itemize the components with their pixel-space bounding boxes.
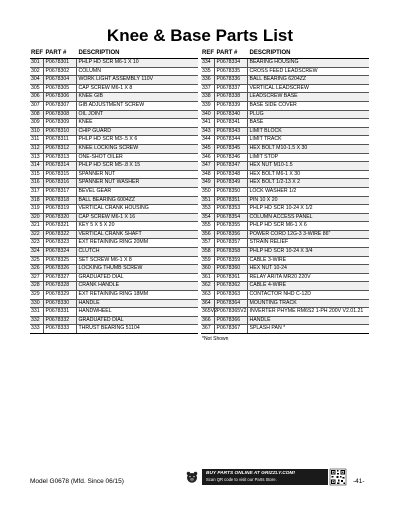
buy-parts-online-banner bbox=[202, 469, 328, 485]
table-row bbox=[201, 59, 369, 68]
table-row bbox=[201, 274, 369, 283]
description-cell: PIN 10 X 20 bbox=[249, 196, 278, 203]
table-row bbox=[201, 111, 369, 120]
description-cell: HEX NUT 10-24 bbox=[249, 265, 287, 272]
table-row bbox=[30, 162, 198, 171]
table-row bbox=[201, 300, 369, 309]
description-cell: ONE-SHOT OILER bbox=[78, 153, 123, 160]
table-row bbox=[30, 171, 198, 180]
promo-heading: BUY PARTS ONLINE AT GRIZZLY.COM! bbox=[206, 470, 296, 476]
part-number-cell: P0678363 bbox=[215, 291, 248, 299]
table-row bbox=[201, 93, 369, 102]
ref-cell: 359 bbox=[201, 257, 215, 265]
ref-cell: 340 bbox=[201, 111, 215, 119]
part-number-cell: P0678302 bbox=[44, 68, 77, 76]
part-number-cell: P0678301 bbox=[44, 59, 77, 67]
ref-cell: 357 bbox=[201, 239, 215, 247]
ref-cell: 312 bbox=[30, 145, 44, 153]
part-number-cell: P0678311 bbox=[44, 136, 77, 144]
part-number-cell: P0678340 bbox=[215, 111, 248, 119]
table-row bbox=[201, 154, 369, 163]
table-row bbox=[201, 85, 369, 94]
description-cell: VERTICAL LEADSCREW bbox=[249, 84, 309, 91]
part-number-cell: P0678339 bbox=[215, 102, 248, 110]
ref-cell: 308 bbox=[30, 111, 44, 119]
part-number-cell: P0678333 bbox=[44, 325, 77, 333]
table-row bbox=[30, 85, 198, 94]
table-row bbox=[30, 257, 198, 266]
table-row bbox=[201, 257, 369, 266]
description-cell: CLUTCH bbox=[78, 248, 100, 255]
ref-cell: 351 bbox=[201, 197, 215, 205]
ref-cell: 321 bbox=[30, 222, 44, 230]
part-number-cell: P0678304 bbox=[44, 76, 77, 84]
table-row bbox=[201, 265, 369, 274]
description-cell: BEARING HOUSING bbox=[249, 59, 299, 65]
ref-cell: 311 bbox=[30, 136, 44, 144]
description-cell: LOCK WASHER 1/2 bbox=[249, 187, 297, 194]
description-cell: CABLE 3-WIRE bbox=[249, 256, 287, 263]
ref-cell: 304 bbox=[30, 76, 44, 84]
bear-logo-icon bbox=[186, 471, 198, 483]
description-cell: LOCKING THUMB SCREW bbox=[78, 265, 143, 272]
table-row bbox=[201, 325, 369, 333]
ref-cell: 336 bbox=[201, 76, 215, 84]
description-cell: PHLP HD SCR 10-24 X 1/2 bbox=[249, 205, 313, 212]
ref-cell: 367 bbox=[201, 325, 215, 333]
ref-cell: 334 bbox=[201, 59, 215, 67]
description-cell: HEX BOLT M6-1 X 30 bbox=[249, 170, 301, 177]
part-number-cell: P0678367 bbox=[215, 325, 248, 333]
part-number-cell: P0678331 bbox=[44, 308, 77, 316]
description-cell: HEX BOLT 1/2-13 X 2 bbox=[249, 179, 301, 186]
part-number-cell: P0678310 bbox=[44, 128, 77, 136]
header-ref: REF bbox=[202, 50, 214, 56]
table-row bbox=[30, 128, 198, 137]
part-number-cell: P0678320 bbox=[44, 214, 77, 222]
ref-cell: 333 bbox=[30, 325, 44, 333]
description-cell: BALL BEARING 6204ZZ bbox=[249, 76, 307, 83]
table-row bbox=[30, 119, 198, 128]
ref-cell: 347 bbox=[201, 162, 215, 170]
ref-cell: 305 bbox=[30, 85, 44, 93]
part-number-cell: P0678332 bbox=[44, 317, 77, 325]
description-cell: LIMIT BLOCK bbox=[249, 127, 282, 134]
description-cell: PHLP HD SCR M6-1 X 6 bbox=[249, 222, 307, 229]
part-number-cell: P0678354 bbox=[215, 214, 248, 222]
description-cell: STRAIN RELIEF bbox=[249, 239, 289, 246]
table-row bbox=[30, 154, 198, 163]
table-row bbox=[201, 145, 369, 154]
description-cell: VERTICAL CRANK SHAFT bbox=[78, 230, 142, 237]
description-cell: CAP SCREW M6-1 X 16 bbox=[78, 213, 136, 220]
description-cell: OIL JOINT bbox=[78, 110, 104, 117]
part-number-cell: P0678364 bbox=[215, 300, 248, 308]
description-cell: SPANNER NUT WASHER bbox=[78, 179, 140, 186]
part-number-cell: P0678313 bbox=[44, 154, 77, 162]
part-number-cell: P0678330 bbox=[44, 300, 77, 308]
ref-cell: 326 bbox=[30, 265, 44, 273]
table-row bbox=[30, 282, 198, 291]
table-row bbox=[30, 93, 198, 102]
description-cell: RELAY ARITA MR20 220V bbox=[249, 273, 311, 280]
table-row bbox=[201, 102, 369, 111]
header-description: DESCRIPTION bbox=[78, 50, 120, 56]
description-cell: CROSS FEED LEADSCREW bbox=[249, 67, 318, 74]
ref-cell: 327 bbox=[30, 274, 44, 282]
part-number-cell: P0678329 bbox=[44, 291, 77, 299]
description-cell: CRANK HANDLE bbox=[78, 282, 120, 289]
part-number-cell: P0678355 bbox=[215, 222, 248, 230]
part-number-cell: P0678337 bbox=[215, 85, 248, 93]
description-cell: BALL BEARING 6004ZZ bbox=[78, 196, 136, 203]
ref-cell: 335 bbox=[201, 68, 215, 76]
description-cell: CABLE 4-WIRE bbox=[249, 282, 287, 289]
part-number-cell: P0678348 bbox=[215, 171, 248, 179]
part-number-cell: P0678351 bbox=[215, 197, 248, 205]
part-number-cell: P0678319 bbox=[44, 205, 77, 213]
ref-cell: 322 bbox=[30, 231, 44, 239]
part-number-cell: P0678359 bbox=[215, 257, 248, 265]
description-cell: HANDWHEEL bbox=[78, 308, 112, 315]
table-row bbox=[30, 325, 198, 333]
table-row bbox=[201, 231, 369, 240]
description-cell: KEY 5 X 5 X 20 bbox=[78, 222, 115, 229]
ref-cell: 360 bbox=[201, 265, 215, 273]
ref-cell: 320 bbox=[30, 214, 44, 222]
ref-cell: 362 bbox=[201, 282, 215, 290]
not-shown-note: *Not Shown bbox=[202, 335, 229, 342]
description-cell: PHLP HD SCR M3-.5 X 6 bbox=[78, 136, 138, 143]
table-row bbox=[30, 205, 198, 214]
page-title: Knee & Base Parts List bbox=[106, 26, 294, 45]
part-number-cell: P0678345 bbox=[215, 145, 248, 153]
ref-cell: 353 bbox=[201, 205, 215, 213]
part-number-cell: P0678305 bbox=[44, 85, 77, 93]
part-number-cell: P0678309 bbox=[44, 119, 77, 127]
ref-cell: 348 bbox=[201, 171, 215, 179]
part-number-cell: P0678326 bbox=[44, 265, 77, 273]
ref-cell: 318 bbox=[30, 197, 44, 205]
table-row bbox=[201, 136, 369, 145]
table-row bbox=[30, 76, 198, 85]
description-cell: HANDLE bbox=[249, 316, 271, 323]
table-row bbox=[30, 102, 198, 111]
ref-cell: 328 bbox=[30, 282, 44, 290]
ref-cell: 324 bbox=[30, 248, 44, 256]
part-number-cell: P0678346 bbox=[215, 154, 248, 162]
part-number-cell: P0678353 bbox=[215, 205, 248, 213]
part-number-cell: P0678307 bbox=[44, 102, 77, 110]
description-cell: PHLP HD SCR M5-.8 X 15 bbox=[78, 162, 141, 169]
part-number-cell: P0678312 bbox=[44, 145, 77, 153]
part-number-cell: P0678341 bbox=[215, 119, 248, 127]
part-number-cell: P0678306 bbox=[44, 93, 77, 101]
description-cell: HANDLE bbox=[78, 299, 100, 306]
description-cell: PHLP HD SCR 10-24 X 3/4 bbox=[249, 248, 313, 255]
description-cell: EXT RETAINING RING 18MM bbox=[78, 291, 149, 298]
ref-cell: 323 bbox=[30, 239, 44, 247]
part-number-cell: P0678357 bbox=[215, 239, 248, 247]
ref-cell: 307 bbox=[30, 102, 44, 110]
ref-cell: 313 bbox=[30, 154, 44, 162]
table-row bbox=[201, 76, 369, 85]
ref-cell: 329 bbox=[30, 291, 44, 299]
description-cell: BASE bbox=[249, 119, 264, 126]
ref-cell: 339 bbox=[201, 102, 215, 110]
part-number-cell: P0678336 bbox=[215, 76, 248, 84]
description-cell: HEX BOLT M10-1.5 X 30 bbox=[249, 144, 308, 151]
ref-cell: 331 bbox=[30, 308, 44, 316]
description-cell: KNEE LOCKING SCREW bbox=[78, 144, 139, 151]
table-row bbox=[201, 214, 369, 223]
description-cell: SET SCREW M6-1 X 8 bbox=[78, 256, 132, 263]
part-number-cell: P0678315 bbox=[44, 171, 77, 179]
ref-cell: 344 bbox=[201, 136, 215, 144]
description-cell: KNEE bbox=[78, 119, 93, 126]
table-row bbox=[201, 205, 369, 214]
description-cell: COLUMN bbox=[78, 67, 101, 74]
ref-cell: 363 bbox=[201, 291, 215, 299]
ref-cell: 345 bbox=[201, 145, 215, 153]
table-row bbox=[30, 239, 198, 248]
table-row bbox=[30, 136, 198, 145]
table-row bbox=[201, 188, 369, 197]
ref-cell: 350 bbox=[201, 188, 215, 196]
ref-cell: 356 bbox=[201, 231, 215, 239]
table-header bbox=[30, 49, 198, 58]
ref-cell: 354 bbox=[201, 214, 215, 222]
part-number-cell: P0678308 bbox=[44, 111, 77, 119]
parts-table-left bbox=[30, 49, 198, 334]
table-row bbox=[201, 197, 369, 206]
part-number-cell: P0678358 bbox=[215, 248, 248, 256]
table-row bbox=[30, 111, 198, 120]
part-number-cell: P0678366 bbox=[215, 317, 248, 325]
table-row bbox=[201, 248, 369, 257]
description-cell: KNEE GIB bbox=[78, 93, 104, 100]
description-cell: WORK LIGHT ASSEMBLY 110V bbox=[78, 76, 154, 83]
description-cell: BEVEL GEAR bbox=[78, 187, 112, 194]
description-cell: SPANNER NUT bbox=[78, 170, 116, 177]
description-cell: HEX NUT M10-1.5 bbox=[249, 162, 293, 169]
part-number-cell: P0678334 bbox=[215, 59, 248, 67]
part-number-cell: P0678362 bbox=[215, 282, 248, 290]
table-row bbox=[30, 222, 198, 231]
table-row bbox=[30, 248, 198, 257]
part-number-cell: P0678314 bbox=[44, 162, 77, 170]
table-row bbox=[30, 197, 198, 206]
description-cell: INVERTER PHYME RM6S2 1-PH 200V V2.01.21 bbox=[249, 308, 364, 315]
table-row bbox=[30, 317, 198, 326]
table-row bbox=[201, 128, 369, 137]
table-row bbox=[201, 68, 369, 77]
part-number-cell: P0678360 bbox=[215, 265, 248, 273]
part-number-cell: P0678344 bbox=[215, 136, 248, 144]
description-cell: GRADUATED DIAL bbox=[78, 273, 124, 280]
description-cell: VERTICAL CRANK HOUSING bbox=[78, 205, 149, 212]
description-cell: BASE SIDE COVER bbox=[249, 101, 297, 108]
table-row bbox=[201, 308, 369, 317]
ref-cell: 355 bbox=[201, 222, 215, 230]
table-row bbox=[201, 171, 369, 180]
header-description: DESCRIPTION bbox=[249, 50, 291, 56]
ref-cell: 349 bbox=[201, 179, 215, 187]
part-number-cell: P0678316 bbox=[44, 179, 77, 187]
table-row bbox=[30, 68, 198, 77]
table-row bbox=[30, 214, 198, 223]
description-cell: LIMIT TRACK bbox=[249, 136, 282, 143]
table-row bbox=[201, 179, 369, 188]
description-cell: CONTACTOR NHD C-12D bbox=[249, 291, 311, 298]
table-row bbox=[201, 162, 369, 171]
part-number-cell: P0678322 bbox=[44, 231, 77, 239]
description-cell: POWER CORD 12G-3 3-WIRE 86" bbox=[249, 230, 331, 237]
ref-cell: 314 bbox=[30, 162, 44, 170]
table-row bbox=[30, 179, 198, 188]
description-cell: MOUNTING TRACK bbox=[249, 299, 297, 306]
table-row bbox=[30, 291, 198, 300]
page-number: -41- bbox=[353, 478, 365, 485]
ref-cell: 316 bbox=[30, 179, 44, 187]
table-row bbox=[30, 274, 198, 283]
part-number-cell: P0678317 bbox=[44, 188, 77, 196]
ref-cell: 310 bbox=[30, 128, 44, 136]
ref-cell: 364 bbox=[201, 300, 215, 308]
parts-table-right bbox=[201, 49, 369, 342]
description-cell: LIMIT STOP bbox=[249, 153, 279, 160]
table-row bbox=[201, 291, 369, 300]
description-cell: THRUST BEARING 51104 bbox=[78, 325, 140, 332]
ref-cell: 346 bbox=[201, 154, 215, 162]
ref-cell: 309 bbox=[30, 119, 44, 127]
ref-cell: 337 bbox=[201, 85, 215, 93]
part-number-cell: P0678356 bbox=[215, 231, 248, 239]
table-row bbox=[30, 231, 198, 240]
ref-cell: 319 bbox=[30, 205, 44, 213]
part-number-cell: P0678321 bbox=[44, 222, 77, 230]
part-number-cell: P0678335 bbox=[215, 68, 248, 76]
part-number-cell: P0678338 bbox=[215, 93, 248, 101]
table-row bbox=[30, 300, 198, 309]
description-cell: COLUMN ACCESS PANEL bbox=[249, 213, 313, 220]
description-cell: LEADSCREW BASE bbox=[249, 93, 298, 100]
description-cell: SPLASH PAN * bbox=[249, 325, 286, 332]
ref-cell: 338 bbox=[201, 93, 215, 101]
ref-cell: 341 bbox=[201, 119, 215, 127]
table-row bbox=[201, 239, 369, 248]
description-cell: CHIP GUARD bbox=[78, 127, 111, 134]
ref-cell: 366 bbox=[201, 317, 215, 325]
part-number-cell: P0678324 bbox=[44, 248, 77, 256]
ref-cell: 358 bbox=[201, 248, 215, 256]
ref-cell: 315 bbox=[30, 171, 44, 179]
ref-cell: 302 bbox=[30, 68, 44, 76]
table-row bbox=[201, 317, 369, 326]
ref-cell: 306 bbox=[30, 93, 44, 101]
part-number-cell: P0678347 bbox=[215, 162, 248, 170]
model-label: Model G0678 (Mfd. Since 06/15) bbox=[30, 478, 124, 485]
table-row bbox=[30, 145, 198, 154]
part-number-cell: P0678365V2 bbox=[216, 308, 247, 315]
table-row bbox=[201, 119, 369, 128]
part-number-cell: P0678323 bbox=[44, 239, 77, 247]
ref-cell: 330 bbox=[30, 300, 44, 308]
description-cell: PLUG bbox=[249, 110, 264, 117]
description-cell: EXT RETAINING RING 20MM bbox=[78, 239, 149, 246]
ref-cell: 361 bbox=[201, 274, 215, 282]
table-row bbox=[30, 265, 198, 274]
table-row bbox=[30, 59, 198, 68]
part-number-cell: P0678343 bbox=[215, 128, 248, 136]
ref-cell: 301 bbox=[30, 59, 44, 67]
part-number-cell: P0678318 bbox=[44, 197, 77, 205]
header-ref: REF bbox=[31, 50, 43, 56]
description-cell: PHLP HD SCR M6-1 X 10 bbox=[78, 59, 139, 65]
table-rows-left bbox=[30, 58, 198, 334]
part-number-cell: P0678327 bbox=[44, 274, 77, 282]
description-cell: GIB ADJUSTMENT SCREW bbox=[78, 101, 145, 108]
promo-subtext: Scan QR code to visit our Parts Store. bbox=[206, 477, 277, 482]
ref-cell: 317 bbox=[30, 188, 44, 196]
part-number-cell: P0678325 bbox=[44, 257, 77, 265]
table-rows-right bbox=[201, 58, 369, 334]
ref-cell: 365V2 bbox=[202, 308, 218, 315]
ref-cell: 325 bbox=[30, 257, 44, 265]
part-number-cell: P0678328 bbox=[44, 282, 77, 290]
description-cell: CAP SCREW M6-1 X 8 bbox=[78, 84, 133, 91]
qr-code-icon[interactable] bbox=[330, 469, 346, 485]
header-part: PART # bbox=[45, 50, 67, 56]
header-part: PART # bbox=[216, 50, 238, 56]
part-number-cell: P0678349 bbox=[215, 179, 248, 187]
table-row bbox=[30, 308, 198, 317]
part-number-cell: P0678350 bbox=[215, 188, 248, 196]
table-header bbox=[201, 49, 369, 58]
table-row bbox=[30, 188, 198, 197]
table-row bbox=[201, 282, 369, 291]
ref-cell: 332 bbox=[30, 317, 44, 325]
description-cell: GRADUATED DIAL bbox=[78, 316, 124, 323]
ref-cell: 343 bbox=[201, 128, 215, 136]
part-number-cell: P0678361 bbox=[215, 274, 248, 282]
table-row bbox=[201, 222, 369, 231]
